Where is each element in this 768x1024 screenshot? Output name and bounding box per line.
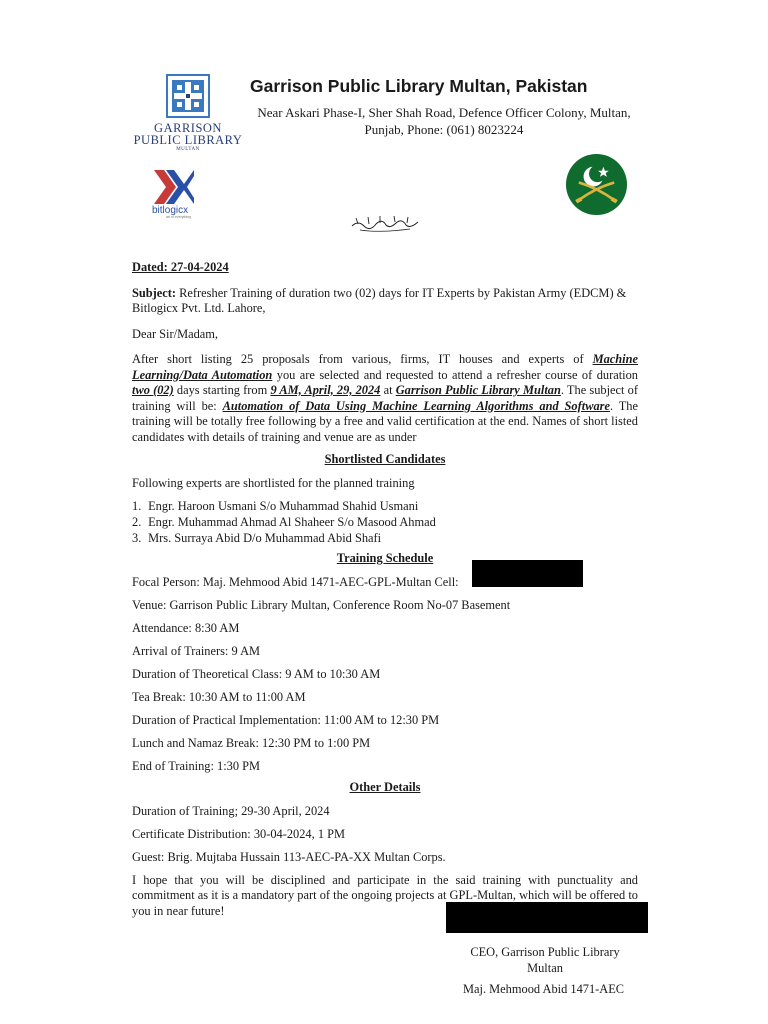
army-emblem-icon: [565, 153, 628, 216]
list-item: 2. Engr. Muhammad Ahmad Al Shaheer S/o Masood Ahmad: [132, 515, 436, 529]
candidate-list: [132, 498, 638, 546]
signatory-name: Maj. Mehmood Abid 1471-AEC: [463, 982, 625, 996]
letter-subject: [132, 286, 638, 317]
schedule-lunch: Lunch and Namaz Break: 12:30 PM to 1:00 PM: [132, 735, 371, 750]
organization-title: Garrison Public Library Multan, Pakistan: [250, 76, 588, 96]
shortlisted-heading: Shortlisted Candidates: [324, 452, 446, 466]
letter-body: [132, 260, 638, 919]
schedule-arrival: Arrival of Trainers: 9 AM: [132, 643, 261, 658]
bitlogicx-tagline: art of everything: [166, 215, 192, 219]
subject-label: Subject:: [132, 285, 177, 300]
bitlogicx-logo: [152, 168, 224, 219]
library-emblem-icon: [166, 74, 210, 118]
closing-paragraph: I hope that you will be disciplined and participate in the said training with punctuality and commitment as it is a mandatory part of the ongoing projects at GPL-Multan, which will be offered to you in near future!: [132, 872, 638, 918]
library-logo-text: GARRISON PUBLIC LIBRARY: [133, 121, 243, 147]
schedule-attendance: Attendance: 8:30 AM: [132, 620, 240, 635]
schedule-theory: Duration of Theoretical Class: 9 AM to 10:30 AM: [132, 666, 381, 681]
schedule-focal-person: Focal Person: Maj. Mehmood Abid 1471-AEC-GPL-Multan Cell:: [132, 574, 459, 589]
list-item: 1. Engr. Haroon Usmani S/o Muhammad Shahid Usmani: [132, 499, 419, 513]
redacted-phone: [472, 560, 583, 587]
bismillah-calligraphy: [350, 212, 420, 234]
schedule-venue: Venue: Garrison Public Library Multan, Conference Room No-07 Basement: [132, 597, 511, 612]
salutation: Dear Sir/Madam,: [132, 326, 219, 341]
course-venue: Garrison Public Library Multan: [395, 383, 561, 397]
shortlisted-intro: Following experts are shortlisted for the planned training: [132, 475, 415, 490]
list-item: 3. Mrs. Surraya Abid D/o Muhammad Abid Shafi: [132, 531, 382, 545]
subject-text: Refresher Training of duration two (02) days for IT Experts by Pakistan Army (EDCM) & Bitlogicx Pvt. Ltd. Lahore,: [132, 285, 627, 315]
address-line-1: Near Askari Phase-I, Sher Shah Road, Defence Officer Colony, Multan,: [257, 105, 631, 120]
other-duration: Duration of Training; 29-30 April, 2024: [132, 803, 330, 818]
course-topic: Machine Learning/Data Automation: [132, 352, 638, 382]
course-duration: two (02): [132, 383, 174, 397]
bitlogicx-name: bitlogicx: [152, 205, 189, 216]
schedule-heading: Training Schedule: [336, 551, 434, 565]
other-certificate: Certificate Distribution: 30-04-2024, 1 PM: [132, 826, 346, 841]
library-logo: [128, 74, 248, 152]
course-start: 9 AM, April, 29, 2024: [270, 383, 381, 397]
library-logo-city: MULTAN: [176, 147, 200, 152]
intro-paragraph: After short listing 25 proposals from various, firms, IT houses and experts of Machine Learning/Data Automation you are selected and requested to attend a refresher course of duration two (02) days starting from 9 AM, April, 29, 2024 at Garrison Public Library Multan. The subject of training will be: Automation of Data Using Machine Learning Algorithms and Software. The training will be totally free following by a free and valid certification at the end. Names of short listed candidates with details of training and venue are as under: [132, 352, 638, 444]
bitlogicx-x-icon: [152, 168, 196, 206]
organization-address: [240, 104, 648, 138]
letter-date: Dated: 27-04-2024: [132, 260, 229, 274]
schedule-end: End of Training: 1:30 PM: [132, 758, 261, 773]
redacted-signature: [446, 902, 648, 933]
other-guest: Guest: Brig. Mujtaba Hussain 113-AEC-PA-XX Multan Corps.: [132, 849, 446, 864]
address-line-2: Punjab, Phone: (061) 8023224: [364, 122, 524, 137]
schedule-practical: Duration of Practical Implementation: 11:00 AM to 12:30 PM: [132, 712, 440, 727]
signatory-title: CEO, Garrison Public Library Multan: [470, 945, 620, 975]
other-details-heading: Other Details: [349, 780, 421, 794]
schedule-tea-break: Tea Break: 10:30 AM to 11:00 AM: [132, 689, 306, 704]
course-subject: Automation of Data Using Machine Learning Algorithms and Software: [222, 398, 610, 413]
